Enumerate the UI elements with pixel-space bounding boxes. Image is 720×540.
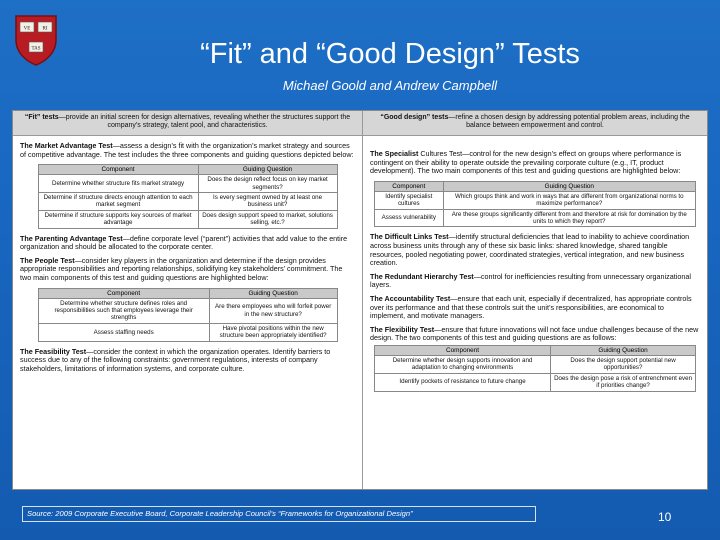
table-row (375, 209, 696, 227)
good-design-header-bold: “Good design” tests (380, 114, 449, 121)
table-cell: Assess vulnerability (375, 209, 444, 227)
table-row (38, 298, 337, 323)
fit-tests-column (13, 111, 363, 489)
table-cell: Does the design support potential new opportunities? (551, 355, 696, 373)
table-header-component: Component (375, 181, 444, 191)
crest-text-1: VE (23, 26, 31, 32)
table-row (375, 355, 696, 373)
good-design-tests-column (363, 111, 707, 489)
specialist-cultures-title-rest: Cultures Test (418, 149, 463, 158)
table-cell: Does the design pose a risk of entrenchment even if priorities change? (551, 373, 696, 391)
parenting-advantage-paragraph (20, 235, 355, 252)
parenting-advantage-title: The Parenting Advantage Test (20, 233, 123, 243)
market-advantage-table (38, 164, 338, 228)
difficult-links-text: —identify structural deficiencies that lead to inability to achieve coordination across business units through any of these six basic links: shared knowledge, shared tangible resources, pooled negotiating power, coordinated strategies, vertical integration, and new business creation. (370, 232, 690, 268)
table-cell: Determine whether structure fits market strategy (38, 175, 198, 193)
difficult-links-title: The Difficult Links Test (370, 232, 449, 242)
table-header-guiding-question: Guiding Question (198, 165, 337, 175)
table-row (375, 191, 696, 209)
accountability-text: —ensure that each unit, especially if decentralized, has appropriate controls over its performance and that these controls suit the unit’s responsibilities, are economical to implement, and motivate managers. (370, 293, 692, 321)
table-cell: Determine if structure directs enough attention to each market segment (38, 193, 198, 211)
people-test-table (38, 288, 338, 342)
page-number: 10 (658, 510, 672, 524)
table-cell: Which groups think and work in ways that are different from organizational norms to maximize performance? (443, 191, 695, 209)
table-header-guiding-question: Guiding Question (551, 345, 696, 355)
table-cell: Determine if structure supports key sources of market advantage (38, 210, 198, 228)
table-cell: Does design support speed to market, solutions selling, etc.? (198, 210, 337, 228)
good-design-header-text: —refine a chosen design by addressing potential problem areas, including the balance between empowerment and control. (448, 114, 690, 130)
table-row (38, 323, 337, 341)
slide-title: “Fit” and “Good Design” Tests (200, 38, 580, 70)
harvard-shield-logo (14, 14, 58, 66)
fit-tests-header-text: —provide an initial screen for design alternatives, revealing whether the structures support the company’s strategy, talent pool, and characteristics. (58, 114, 351, 130)
slide-subtitle: Michael Goold and Andrew Campbell (282, 78, 498, 93)
fit-tests-header (13, 111, 362, 136)
specialist-cultures-paragraph (370, 150, 700, 176)
fit-tests-header-bold: “Fit” tests (24, 114, 59, 121)
flexibility-table (374, 345, 696, 392)
specialist-cultures-text: —control for the new design’s effect on groups where performance is contingent on their ability to operate outside the prevailing corporate culture (e.g., IT, product development). The two main components of this test and guiding questions are highlighted below: (370, 149, 682, 176)
feasibility-test-title: The Feasibility Test (20, 346, 87, 356)
difficult-links-paragraph (370, 233, 700, 267)
parenting-advantage-text: —define corporate level (“parent”) activities that add value to the entire organization and should be allocated to the corporate center. (20, 233, 348, 252)
redundant-hierarchy-text: —control for inefficiencies resulting from unnecessary organizational layers. (370, 271, 691, 290)
table-cell: Determine whether design supports innovation and adaptation to changing environments (375, 355, 551, 373)
table-header-component: Component (38, 165, 198, 175)
table-row (375, 373, 696, 391)
table-cell: Are there employees who will forfeit power in the new structure? (209, 298, 337, 323)
table-row (38, 210, 337, 228)
table-cell: Identify pockets of resistance to future change (375, 373, 551, 391)
table-cell: Determine whether structure defines roles and responsibilities such that employees leverage their strengths (38, 298, 209, 323)
table-row (38, 193, 337, 211)
specialist-cultures-title: The Specialist (370, 149, 419, 158)
flexibility-paragraph (370, 326, 700, 343)
redundant-hierarchy-paragraph (370, 273, 700, 290)
table-header-guiding-question: Guiding Question (209, 288, 337, 298)
good-design-header (363, 111, 707, 136)
crest-text-3: TAS (31, 46, 41, 52)
table-header-guiding-question: Guiding Question (443, 181, 695, 191)
specialist-cultures-table (374, 181, 696, 228)
market-advantage-paragraph (20, 142, 355, 159)
table-cell: Does the design reflect focus on key market segments? (198, 175, 337, 193)
market-advantage-title: The Market Advantage Test (20, 141, 113, 150)
people-test-paragraph (20, 257, 355, 283)
table-cell: Are these groups significantly different from and therefore at risk for domination by the units to which they report? (443, 209, 695, 227)
feasibility-test-text: —consider the context in which the organization operates. Identify barriers to success due to any of the following constraints: government regulations, interests of company stakeholders, limitations of information systems, and corporate culture. (20, 346, 331, 373)
table-cell: Have pivotal positions within the new structure been appropriately identified? (209, 323, 337, 341)
flexibility-text: —ensure that future innovations will not face undue challenges because of the new design. The two components of this test and guiding questions are as follows: (370, 324, 699, 343)
accountability-title: The Accountability Test (370, 293, 451, 303)
document-panel (12, 110, 708, 490)
table-header-component: Component (38, 288, 209, 298)
table-cell: Is every segment owned by at least one business unit? (198, 193, 337, 211)
people-test-title: The People Test (20, 255, 75, 265)
market-advantage-text: —assess a design’s fit with the organization’s market strategy and sources of competitive advantage. The test includes the three components and guiding questions depicted below: (20, 141, 354, 159)
people-test-text: —consider key players in the organization and determine if the design provides appropriate responsibilities and reporting relationships, solidifying key stakeholders’ commitment. The two main components of this test and guiding questions are highlighted below: (20, 255, 343, 282)
source-citation: Source: 2009 Corporate Executive Board, Corporate Leadership Council’s “Frameworks for Organizational Design” (22, 506, 536, 522)
redundant-hierarchy-title: The Redundant Hierarchy Test (370, 271, 474, 281)
feasibility-test-paragraph (20, 348, 355, 374)
crest-text-2: RI (42, 26, 48, 32)
accountability-paragraph (370, 295, 700, 321)
table-header-component: Component (375, 345, 551, 355)
flexibility-title: The Flexibility Test (370, 324, 435, 334)
table-cell: Identify specialist cultures (375, 191, 444, 209)
table-row (38, 175, 337, 193)
table-cell: Assess staffing needs (38, 323, 209, 341)
